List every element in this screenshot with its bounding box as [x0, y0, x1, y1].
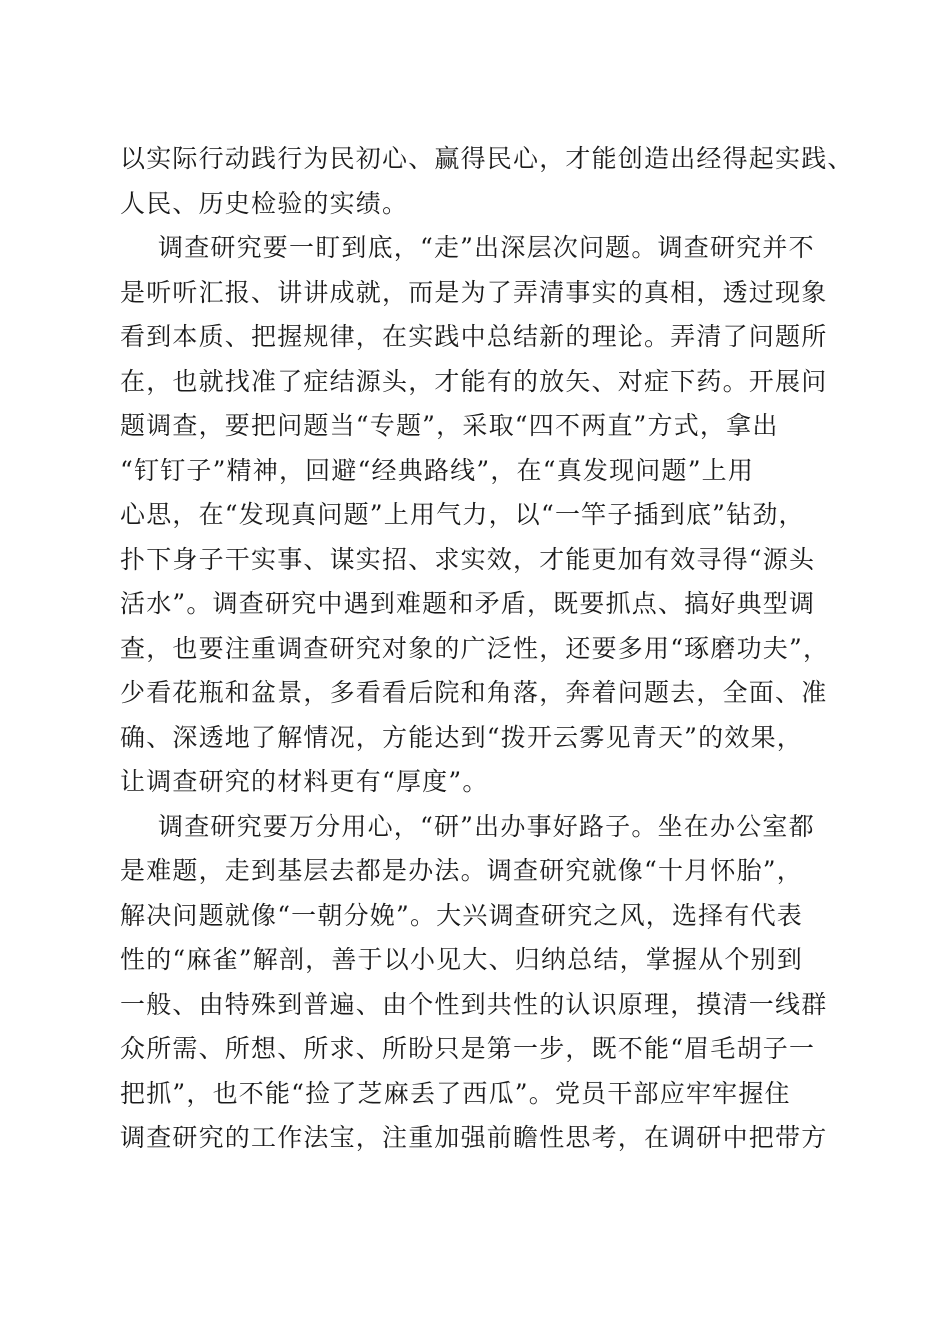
text-line: 是听听汇报、讲讲成就，而是为了弄清事实的真相，透过现象 [120, 277, 828, 307]
text-line: 查，也要注重调查研究对象的广泛性，还要多用“琢磨功夫”， [120, 633, 830, 663]
text-line: 是难题，走到基层去都是办法。调查研究就像“十月怀胎”， [120, 856, 803, 885]
text-line: 众所需、所想、所求、所盼只是第一步，既不能“眉毛胡子一 [120, 1034, 816, 1063]
text-line: 在，也就找准了症结源头，才能有的放矢、对症下药。开展问 [120, 366, 828, 396]
text-line: 心思，在“发现真问题”上用气力，以“一竿子插到底”钻劲， [120, 500, 805, 529]
paragraph-start-line: 调查研究要万分用心，“研”出办事好路子。坐在办公室都 [158, 811, 815, 841]
text-line: 看到本质、把握规律，在实践中总结新的理论。弄清了问题所 [120, 322, 828, 351]
text-line: 活水”。调查研究中遇到难题和矛盾，既要抓点、搞好典型调 [120, 589, 816, 618]
text-line: 性的“麻雀”解剖，善于以小见大、归纳总结，掌握从个别到 [120, 945, 803, 974]
text-line: 一般、由特殊到普遍、由个性到共性的认识原理，摸清一线群 [120, 989, 828, 1019]
text-line: 调查研究的工作法宝，注重加强前瞻性思考，在调研中把带方 [120, 1123, 828, 1152]
paragraph-start-line: 调查研究要一盯到底，“走”出深层次问题。调查研究并不 [158, 233, 815, 262]
text-line: 少看花瓶和盆景，多看看后院和角落，奔着问题去，全面、准 [120, 678, 828, 707]
text-line: 以实际行动践行为民初心、赢得民心，才能创造出经得起实践、 [120, 144, 854, 173]
text-line: 人民、历史检验的实绩。 [120, 188, 409, 218]
text-line: 把抓”，也不能“捡了芝麻丢了西瓜”。党员干部应牢牢握住 [120, 1078, 791, 1108]
body-text [120, 137, 854, 1161]
text-line: 题调查，要把问题当“专题”，采取“四不两直”方式，拿出 [120, 411, 779, 440]
text-line: 让调查研究的材料更有“厚度”。 [120, 767, 489, 796]
text-line: “钉钉子”精神，回避“经典路线”，在“真发现问题”上用 [120, 455, 755, 485]
text-line: 扑下身子干实事、谋实招、求实效，才能更加有效寻得“源头 [120, 544, 816, 574]
text-line: 解决问题就像“一朝分娩”。大兴调查研究之风，选择有代表 [120, 900, 803, 930]
text-line: 确、深透地了解情况，方能达到“拨开云雾见青天”的效果， [120, 722, 803, 752]
